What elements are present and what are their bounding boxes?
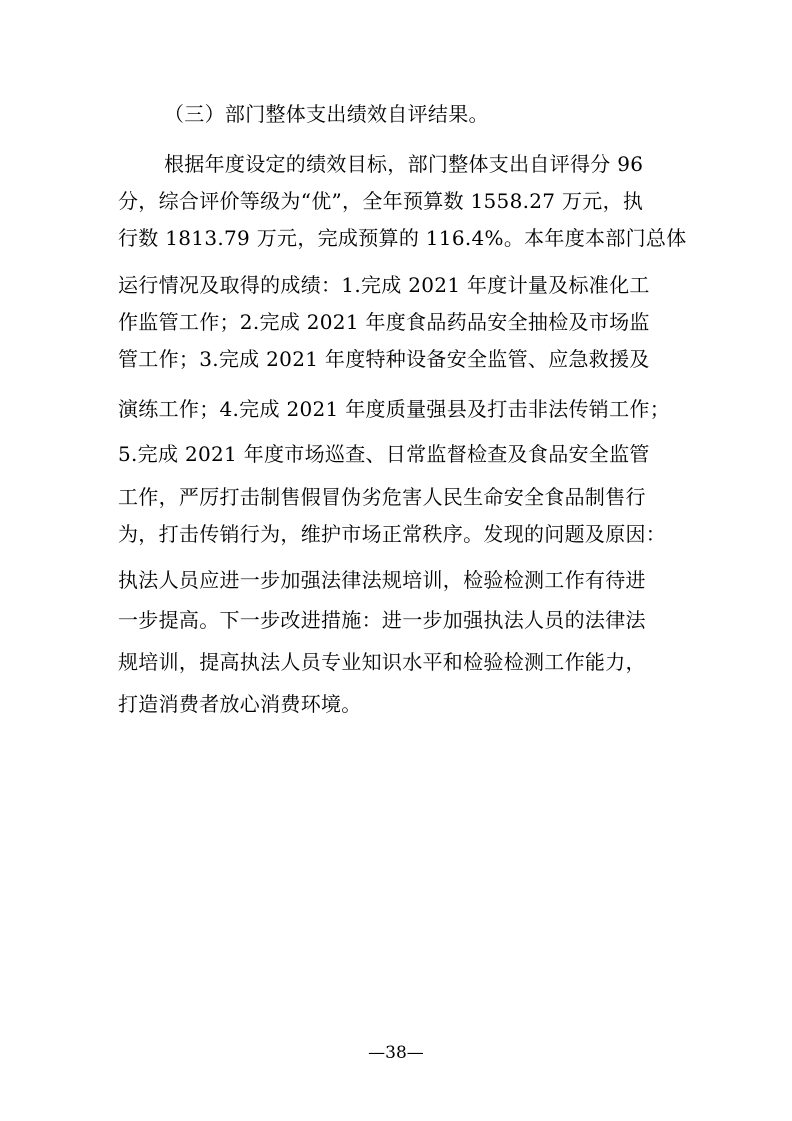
paragraph-line-4: 运行情况及取得的成绩：1.完成 2021 年度计量及标准化工: [118, 273, 650, 297]
paragraph-line-5: 作监管工作；2.完成 2021 年度食品药品安全抽检及市场监: [118, 310, 650, 334]
paragraph-line-12: 一步提高。下一步改进措施：进一步加强执法人员的法律法: [118, 608, 646, 632]
paragraph-line-1: 根据年度设定的绩效目标，部门整体支出自评得分 96: [164, 152, 644, 176]
paragraph-line-8: 5.完成 2021 年度市场巡查、日常监督检查及食品安全监管: [118, 442, 650, 466]
paragraph-line-3: 行数 1813.79 万元，完成预算的 116.4%。本年度本部门总体: [118, 226, 687, 250]
paragraph-line-10: 为，打击传销行为，维护市场正常秩序。发现的问题及原因：: [118, 522, 667, 546]
paragraph-line-11: 执法人员应进一步加强法律法规培训，检验检测工作有待进: [118, 568, 646, 592]
paragraph-line-7: 演练工作；4.完成 2021 年度质量强县及打击非法传销工作；: [118, 397, 670, 421]
paragraph-line-13: 规培训，提高执法人员专业知识水平和检验检测工作能力，: [118, 650, 646, 674]
paragraph-line-14: 打造消费者放心消费环境。: [118, 692, 362, 716]
page-number: —38—: [368, 1043, 424, 1063]
paragraph-line-2: 分，综合评价等级为“优”，全年预算数 1558.27 万元，执: [118, 189, 644, 213]
paragraph-line-9: 工作，严厉打击制售假冒伪劣危害人民生命安全食品制售行: [118, 485, 646, 509]
section-heading: （三）部门整体支出绩效自评结果。: [164, 102, 489, 126]
paragraph-line-6: 管工作；3.完成 2021 年度特种设备安全监管、应急救援及: [118, 347, 650, 371]
